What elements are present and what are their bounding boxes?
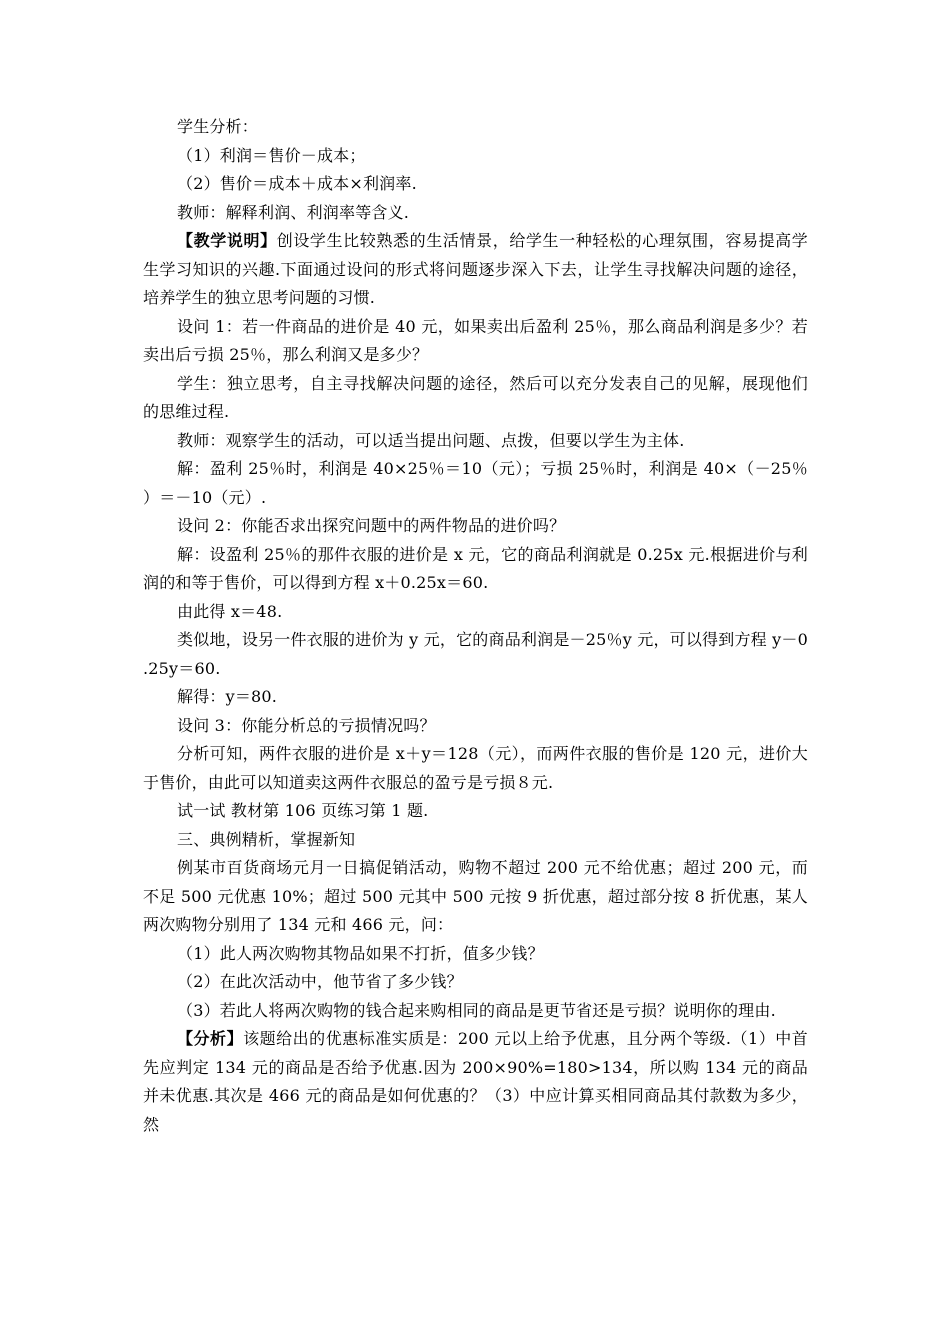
paragraph-teacher-explain: 教师：解释利润、利润率等含义. (177, 202, 410, 222)
analysis-label: 【分析】 (177, 1029, 244, 1048)
teaching-note-text: 创设学生比较熟悉的生活情景，给学生一种轻松的心理氛围，容易提高学生学习知识的兴趣.下面通过设问的形式将问题逐步深入下去，让学生寻找解决问题的途径，培养学生的独立思考问题的习惯. (143, 231, 808, 307)
paragraph-teacher-observe: 教师：观察学生的活动，可以适当提出问题、点拨，但要以学生为主体. (177, 430, 685, 450)
paragraph-result-x: 由此得 x＝48. (177, 601, 283, 621)
paragraph-section-heading: 三、典例精析，掌握新知 (177, 829, 356, 849)
paragraph-question-1: 设问 1：若一件商品的进价是 40 元，如果卖出后盈利 25％，那么商品利润是多少？若卖出后亏损 25％，那么利润又是多少？ (143, 316, 808, 364)
paragraph-example-q2: （2）在此次活动中，他节省了多少钱？ (177, 972, 463, 991)
paragraph-example-q3: （3）若此人将两次购物的钱合起来购相同的商品是更节省还是亏损？说明你的理由. (177, 1000, 776, 1020)
paragraph-teaching-note (143, 227, 808, 313)
document-body (143, 113, 808, 1139)
paragraph-analysis (143, 1025, 808, 1139)
paragraph-result-y: 解得：y＝80. (177, 687, 278, 706)
paragraph-loss-analysis: 分析可知，两件衣服的进价是 x＋y＝128（元），而两件衣服的售价是 120 元，进价大于售价，由此可以知道卖这两件衣服总的盈亏是亏损８元. (143, 744, 808, 792)
paragraph-example-q1: （1）此人两次购物其物品如果不打折，值多少钱？ (177, 943, 544, 963)
paragraph-solution-2: 解：设盈利 25％的那件衣服的进价是 x 元，它的商品利润就是 0.25x 元.根据进价与利润的和等于售价，可以得到方程 x＋0.25x＝60. (143, 544, 808, 592)
paragraph-student-analysis: 学生分析： (177, 117, 259, 136)
paragraph-price-formula: （2）售价＝成本＋成本×利润率. (177, 174, 417, 193)
paragraph-solution-1: 解：盈利 25％时，利润是 40×25％＝10（元）；亏损 25％时，利润是 40×（－25％）＝－10（元）. (143, 459, 808, 507)
paragraph-example: 例某市百货商场元月一日搞促销活动，购物不超过 200 元不给优惠；超过 200 元，而不足 500 元优惠 10%；超过 500 元其中 500 元按 9 折优惠，超过部分按 8 折优惠，某人两次购物分别用了 134 元和 466 元，问： (143, 858, 808, 934)
teaching-note-label: 【教学说明】 (177, 231, 277, 250)
paragraph-student-think: 学生：独立思考，自主寻找解决问题的途径，然后可以充分发表自己的见解，展现他们的思维过程. (143, 373, 808, 421)
paragraph-profit-formula: （1）利润＝售价－成本； (177, 145, 366, 165)
paragraph-question-3: 设问 3：你能分析总的亏损情况吗？ (177, 715, 436, 735)
paragraph-question-2: 设问 2：你能否求出探究问题中的两件物品的进价吗？ (177, 516, 566, 535)
paragraph-try-it: 试一试 教材第 106 页练习第 1 题. (177, 801, 429, 820)
paragraph-similar-y: 类似地，设另一件衣服的进价为 y 元，它的商品利润是－25％y 元，可以得到方程 y－0.25y＝60. (143, 630, 808, 678)
analysis-text: 该题给出的优惠标准实质是：200 元以上给予优惠，且分两个等级.（1）中首先应判定 134 元的商品是否给予优惠.因为 200×90%=180>134，所以购 134 元的商品并未优惠.其次是 466 元的商品是如何优惠的？（3）中应计算买相同商品其付款数为多少，然 (143, 1029, 808, 1134)
